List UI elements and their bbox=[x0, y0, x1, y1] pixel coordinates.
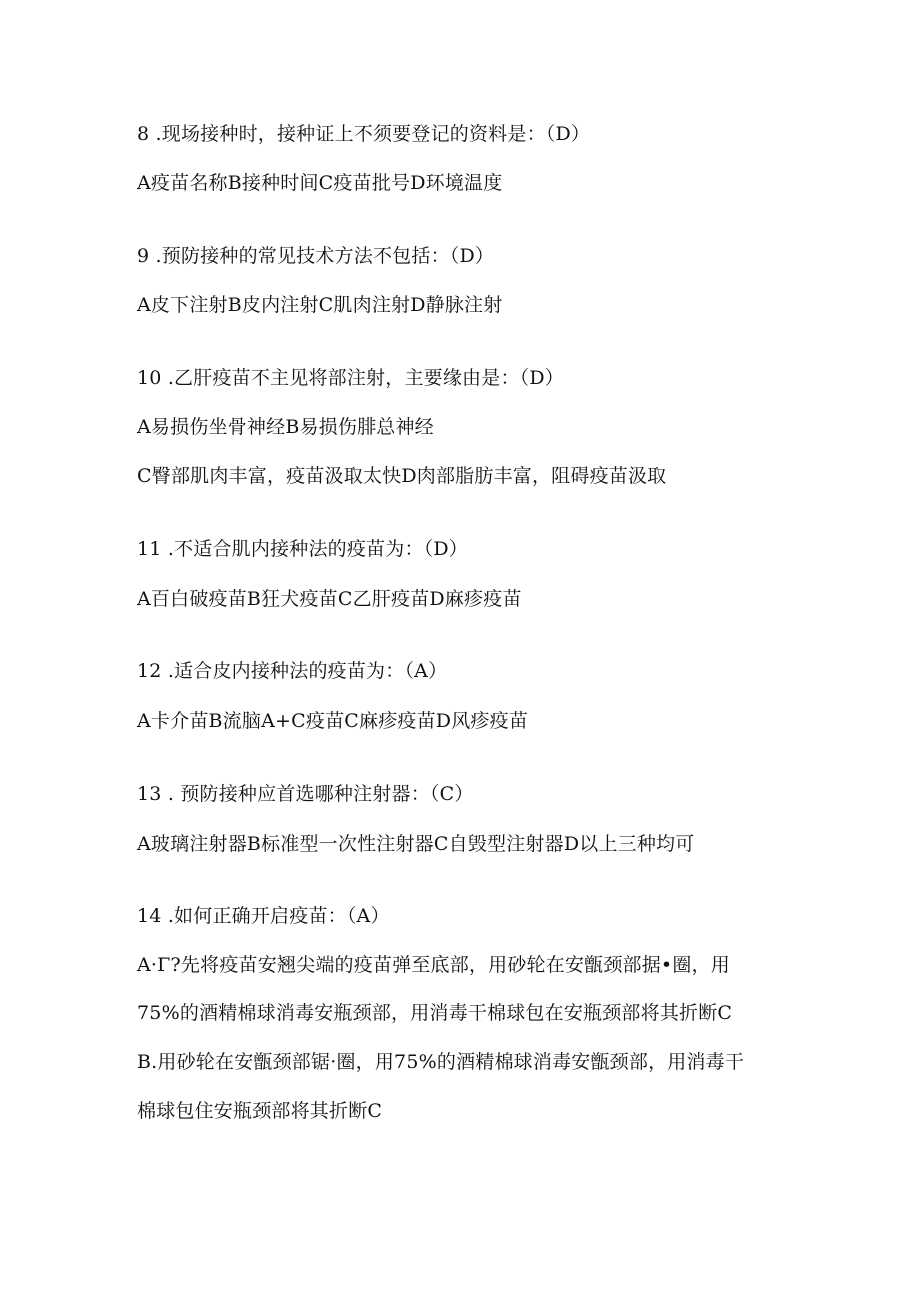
question-12-options: A卡介苗B流脑A+C疫苗C麻疹疫苗D风疹疫苗 bbox=[137, 710, 529, 732]
question-14: 14 .如何正确开启疫苗：（A） bbox=[137, 905, 390, 927]
question-14-options-line-4: 棉球包住安瓶颈部将其折断C bbox=[137, 1100, 383, 1122]
question-8-options: A疫苗名称B接种时间C疫苗批号D环境温度 bbox=[137, 172, 503, 194]
question-10: 10 .乙肝疫苗不主见将部注射，主要缘由是：（D） bbox=[137, 367, 564, 389]
question-14-options-line-2: 75%的酒精棉球消毒安瓶颈部，用消毒干棉球包在安瓶颈部将其折断C bbox=[137, 1002, 733, 1024]
question-10-options-line-1: A易损伤坐骨神经B易损伤腓总神经 bbox=[137, 416, 434, 438]
question-8: 8 .现场接种时，接种证上不须要登记的资料是：（D） bbox=[137, 123, 591, 145]
question-11-options: A百白破疫苗B狂犬疫苗C乙肝疫苗D麻疹疫苗 bbox=[137, 588, 522, 610]
question-9: 9 .预防接种的常见技术方法不包括：（D） bbox=[137, 245, 495, 267]
question-10-options-line-2: C臀部肌肉丰富，疫苗汲取太快D肉部脂肪丰富，阻碍疫苗汲取 bbox=[137, 465, 667, 487]
question-9-options: A皮下注射B皮内注射C肌肉注射D静脉注射 bbox=[137, 294, 503, 316]
question-14-options-line-1: A·Γ?先将疫苗安翘尖端的疫苗弹至底部，用砂轮在安甑颈部据•圈，用 bbox=[137, 954, 730, 976]
question-13: 13 . 预防接种应首选哪种注射器：（C） bbox=[137, 783, 474, 805]
question-13-options: A玻璃注射器B标准型一次性注射器C自毁型注射器D以上三种均可 bbox=[137, 833, 695, 855]
question-14-options-line-3: B.用砂轮在安甑颈部锯·圈，用75%的酒精棉球消毒安甑颈部，用消毒干 bbox=[137, 1051, 745, 1073]
question-11: 11 .不适合肌内接种法的疫苗为：（D） bbox=[137, 538, 468, 560]
question-12: 12 .适合皮内接种法的疫苗为：（A） bbox=[137, 660, 448, 682]
